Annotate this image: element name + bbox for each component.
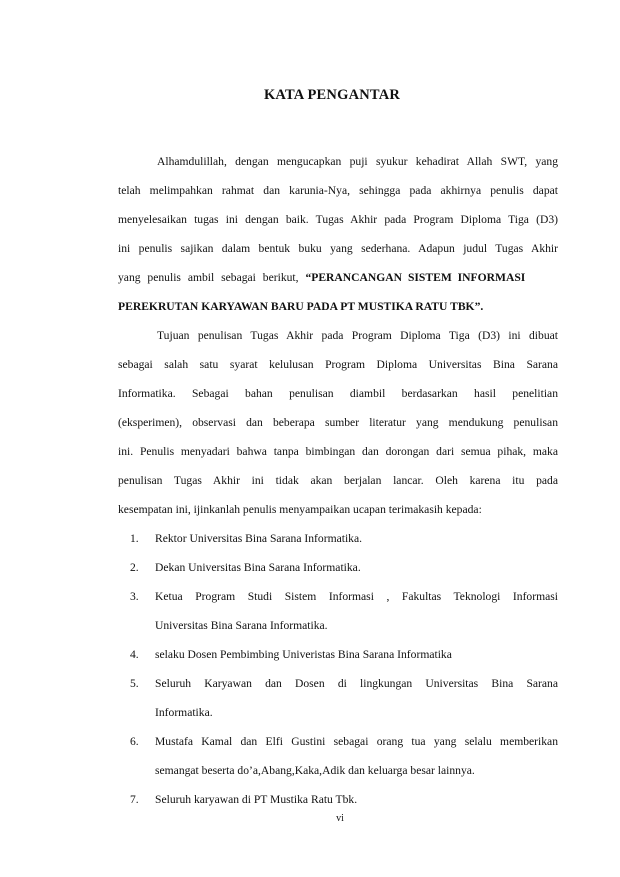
paragraph-line: (eksperimen), observasi dan beberapa sumber literatur yang mendukung penulisan xyxy=(118,416,558,429)
paragraph-line: kesempatan ini, ijinkanlah penulis menyampaikan ucapan terimakasih kepada: xyxy=(118,503,482,516)
paragraph-line: penulisan Tugas Akhir ini tidak akan berjalan lancar. Oleh karena itu pada xyxy=(118,474,558,487)
list-number: 7. xyxy=(130,793,139,806)
paragraph-line-mixed xyxy=(118,271,558,285)
list-item: Rektor Universitas Bina Sarana Informatika. xyxy=(155,532,363,545)
list-number: 1. xyxy=(130,532,139,545)
paragraph-line: sebagai salah satu syarat kelulusan Program Diploma Universitas Bina Sarana xyxy=(118,358,558,371)
paragraph-line: Alhamdulillah, dengan mengucapkan puji syukur kehadirat Allah SWT, yang xyxy=(157,155,558,168)
list-number: 2. xyxy=(130,561,139,574)
list-item-continuation: Universitas Bina Sarana Informatika. xyxy=(155,619,328,632)
page-title: KATA PENGANTAR xyxy=(263,87,401,103)
list-item: selaku Dosen Pembimbing Univeristas Bina Sarana Informatika xyxy=(155,648,452,661)
paragraph-line: Tujuan penulisan Tugas Akhir pada Program Diploma Tiga (D3) ini dibuat xyxy=(157,329,558,342)
list-item: Mustafa Kamal dan Elfi Gustini sebagai orang tua yang selalu memberikan xyxy=(155,735,558,748)
list-item: Seluruh Karyawan dan Dosen di lingkungan Universitas Bina Sarana xyxy=(155,677,558,690)
thesis-title-part1: “PERANCANGAN SISTEM INFORMASI xyxy=(305,271,526,284)
list-item-continuation: Informatika. xyxy=(155,706,213,719)
list-item: Ketua Program Studi Sistem Informasi , Fakultas Teknologi Informasi xyxy=(155,590,558,603)
page-number: vi xyxy=(336,813,344,824)
list-number: 6. xyxy=(130,735,139,748)
paragraph-line: Informatika. Sebagai bahan penulisan diambil berdasarkan hasil penelitian xyxy=(118,387,558,400)
paragraph-line: menyelesaikan tugas ini dengan baik. Tugas Akhir pada Program Diploma Tiga (D3) xyxy=(118,213,558,226)
list-item-continuation: semangat beserta do’a,Abang,Kaka,Adik dan keluarga besar lainnya. xyxy=(155,764,475,777)
thesis-title-part2: PEREKRUTAN KARYAWAN BARU PADA PT MUSTIKA RATU TBK”. xyxy=(118,300,484,313)
list-number: 4. xyxy=(130,648,139,661)
list-number: 5. xyxy=(130,677,139,690)
paragraph-line: ini. Penulis menyadari bahwa tanpa bimbingan dan dorongan dari semua pihak, maka xyxy=(118,445,558,458)
paragraph-line: ini penulis sajikan dalam bentuk buku yang sederhana. Adapun judul Tugas Akhir xyxy=(118,242,558,255)
list-item: Seluruh karyawan di PT Mustika Ratu Tbk. xyxy=(155,793,358,806)
list-item: Dekan Universitas Bina Sarana Informatika. xyxy=(155,561,361,574)
paragraph-line: telah melimpahkan rahmat dan karunia-Nya, sehingga pada akhirnya penulis dapat xyxy=(118,184,558,197)
list-number: 3. xyxy=(130,590,139,603)
paragraph-text: yang penulis ambil sebagai berikut, xyxy=(118,271,299,284)
